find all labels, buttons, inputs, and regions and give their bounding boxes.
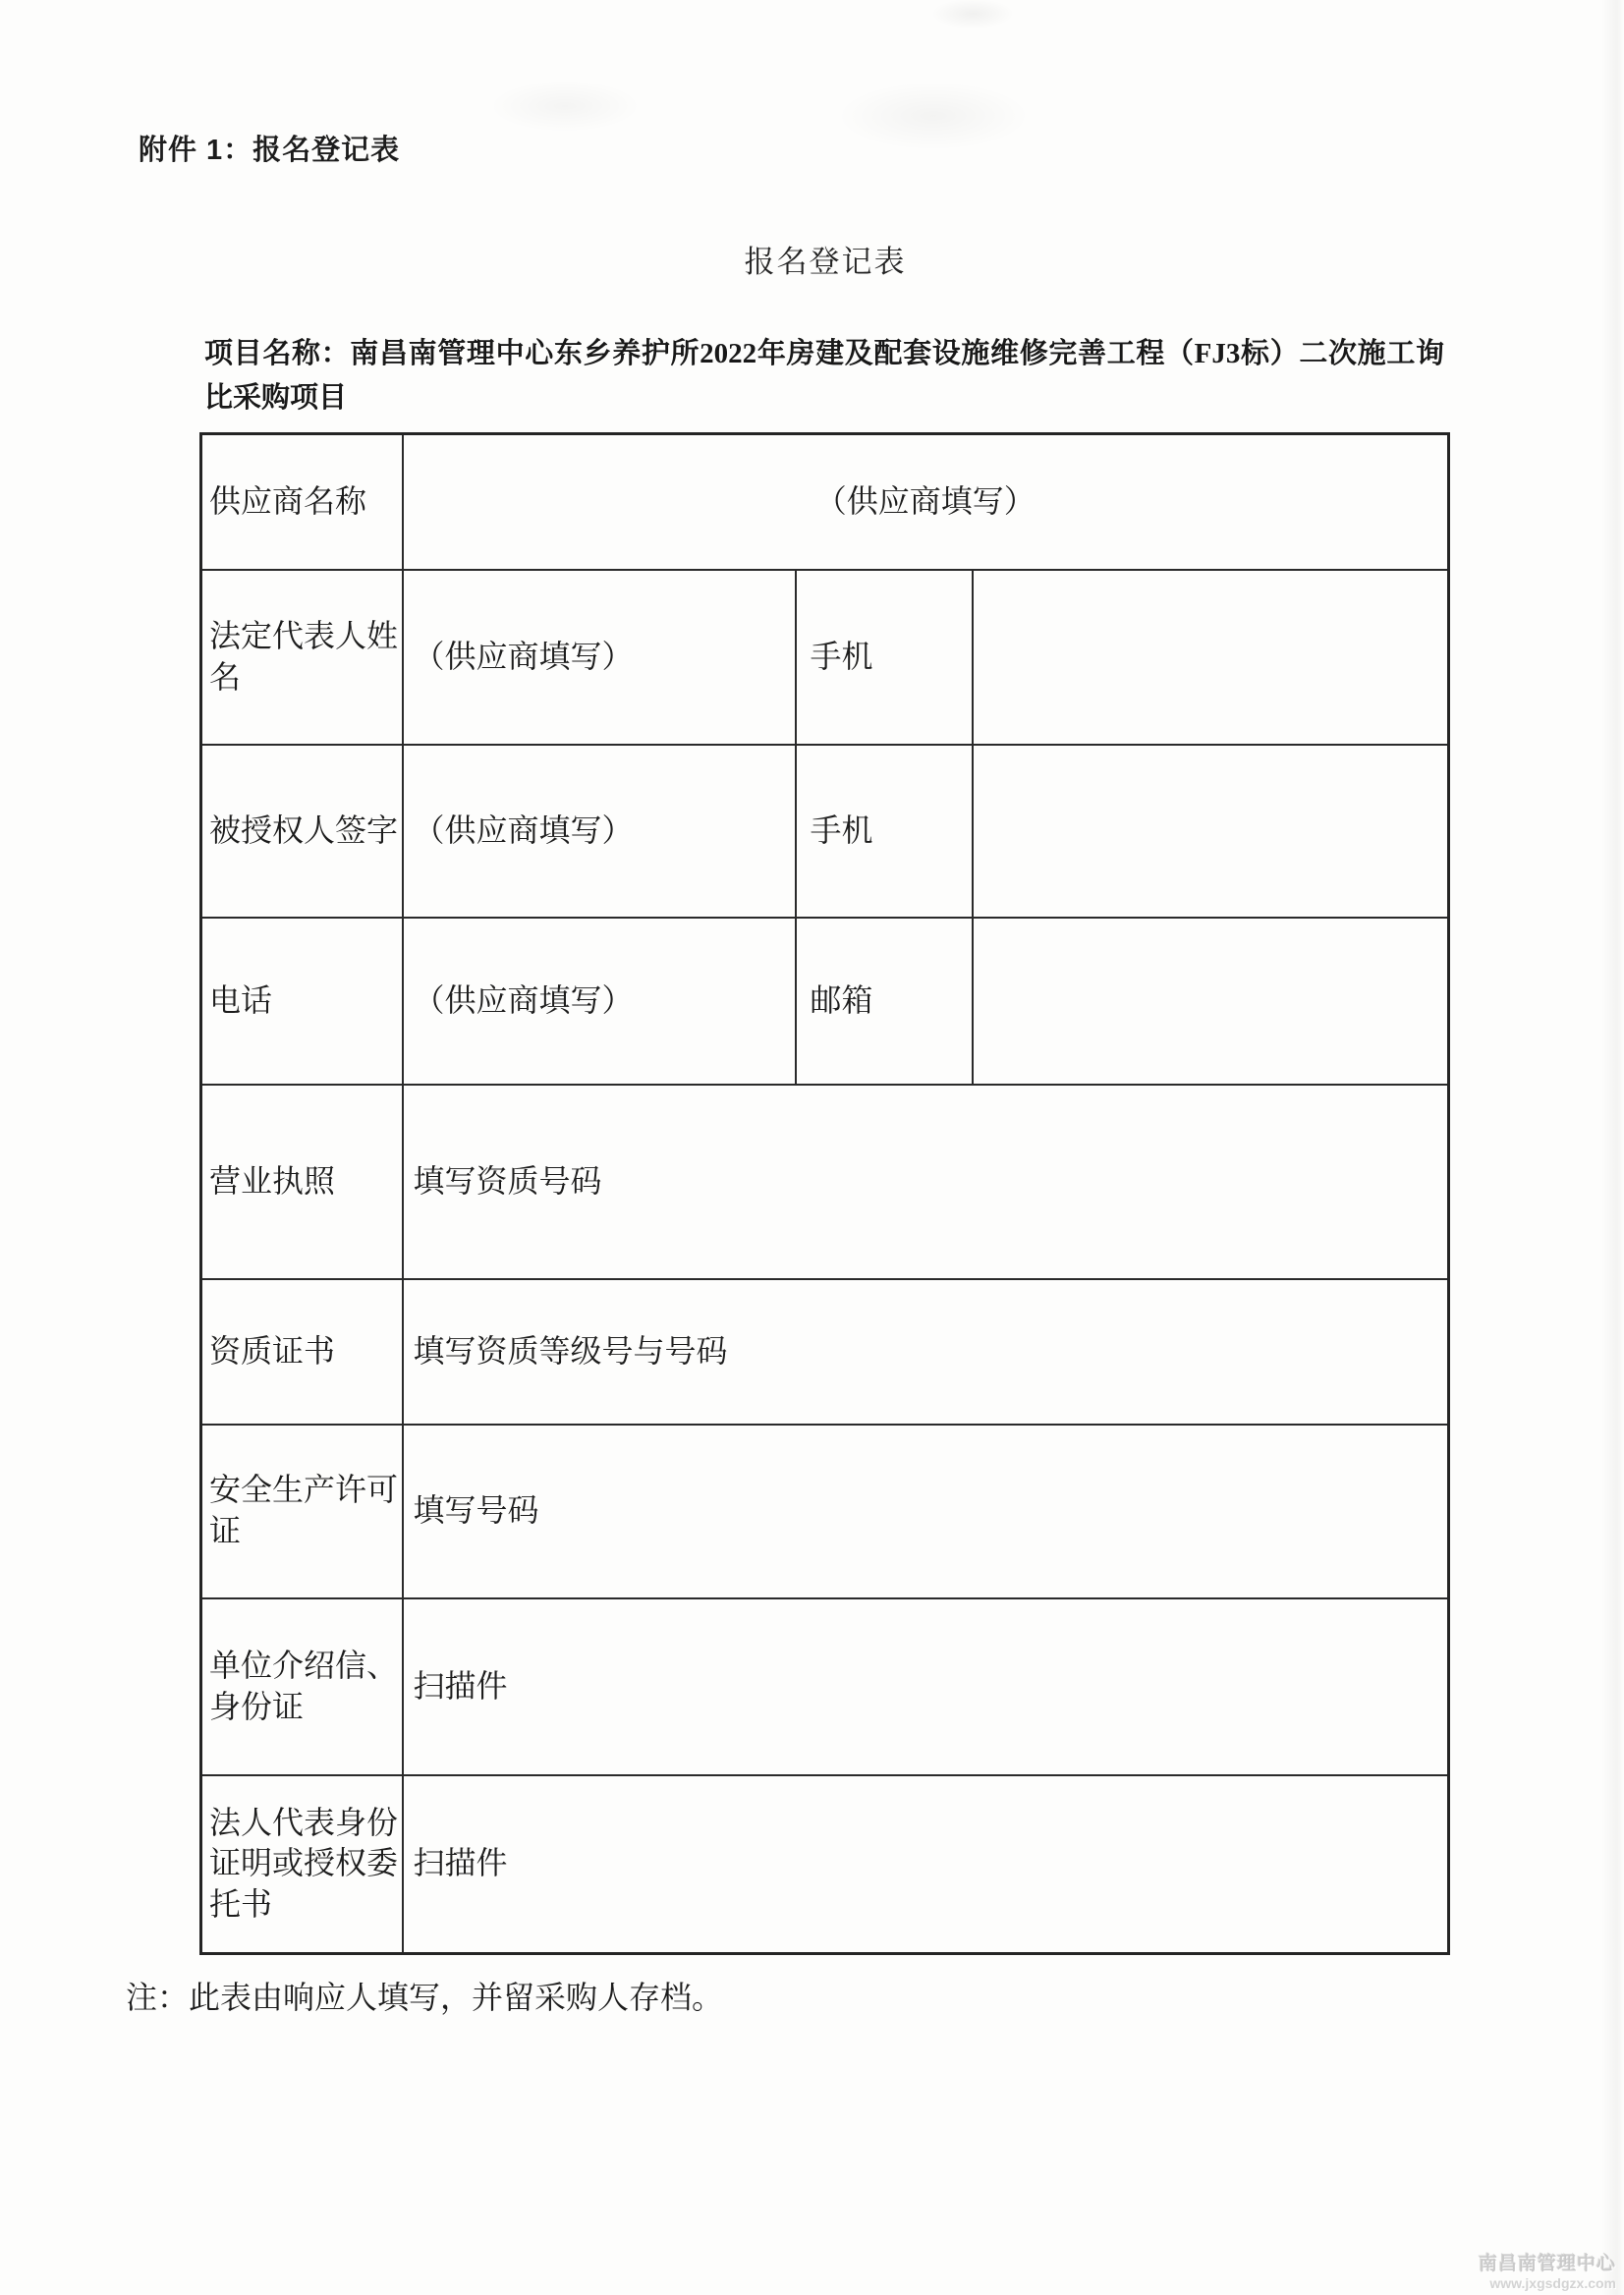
project-name: 项目名称：南昌南管理中心东乡养护所2022年房建及配套设施维修完善工程（FJ3标）二次施工询比采购项目 xyxy=(204,338,1444,414)
value-cell: （供应商填写） xyxy=(403,570,796,745)
table-row-supplier-name xyxy=(201,434,1449,570)
sub-label-cell: 手机 xyxy=(796,570,973,745)
registration-table xyxy=(199,432,1450,1955)
table-row-qualification-certificate xyxy=(201,1279,1449,1425)
sub-value-cell xyxy=(973,570,1449,745)
table-row-safety-production-license xyxy=(201,1425,1449,1598)
label-cell: 资质证书 xyxy=(201,1279,403,1425)
value-cell: 填写资质号码 xyxy=(403,1085,1449,1279)
label-cell: 营业执照 xyxy=(201,1085,403,1279)
label-cell: 被授权人签字 xyxy=(201,745,403,918)
label-cell: 法定代表人姓名 xyxy=(201,570,403,745)
table-row-authorized-person xyxy=(201,745,1449,918)
table-row-introduction-letter-id xyxy=(201,1598,1449,1775)
value-cell: 扫描件 xyxy=(403,1598,1449,1775)
table-row-business-license xyxy=(201,1085,1449,1279)
table-row-legal-representative xyxy=(201,570,1449,745)
label-cell: 单位介绍信、身份证 xyxy=(201,1598,403,1775)
value-cell: 扫描件 xyxy=(403,1775,1449,1954)
value-cell: （供应商填写） xyxy=(403,434,1449,570)
footer-note: 注：此表由响应人填写，并留采购人存档。 xyxy=(126,1980,724,2015)
value-cell: 填写资质等级号与号码 xyxy=(403,1279,1449,1425)
attachment-header: 附件 1：报名登记表 xyxy=(139,135,401,166)
form-title: 报名登记表 xyxy=(744,245,907,279)
watermark-site-url: www.jxgsdgzx.com xyxy=(1489,2274,1616,2291)
sub-value-cell xyxy=(973,918,1449,1085)
label-cell: 安全生产许可证 xyxy=(201,1425,403,1598)
value-cell: 填写号码 xyxy=(403,1425,1449,1598)
table-row-identity-proof-or-authorization xyxy=(201,1775,1449,1954)
sub-value-cell xyxy=(973,745,1449,918)
label-cell: 供应商名称 xyxy=(201,434,403,570)
sub-label-cell: 邮箱 xyxy=(796,918,973,1085)
value-cell: （供应商填写） xyxy=(403,918,796,1085)
watermark xyxy=(1479,2254,1616,2291)
watermark-site-name: 南昌南管理中心 xyxy=(1478,2254,1616,2275)
sub-label-cell: 手机 xyxy=(796,745,973,918)
label-cell: 电话 xyxy=(201,918,403,1085)
value-cell: （供应商填写） xyxy=(403,745,796,918)
table-row-telephone xyxy=(201,918,1449,1085)
label-cell: 法人代表身份证明或授权委托书 xyxy=(201,1775,403,1954)
